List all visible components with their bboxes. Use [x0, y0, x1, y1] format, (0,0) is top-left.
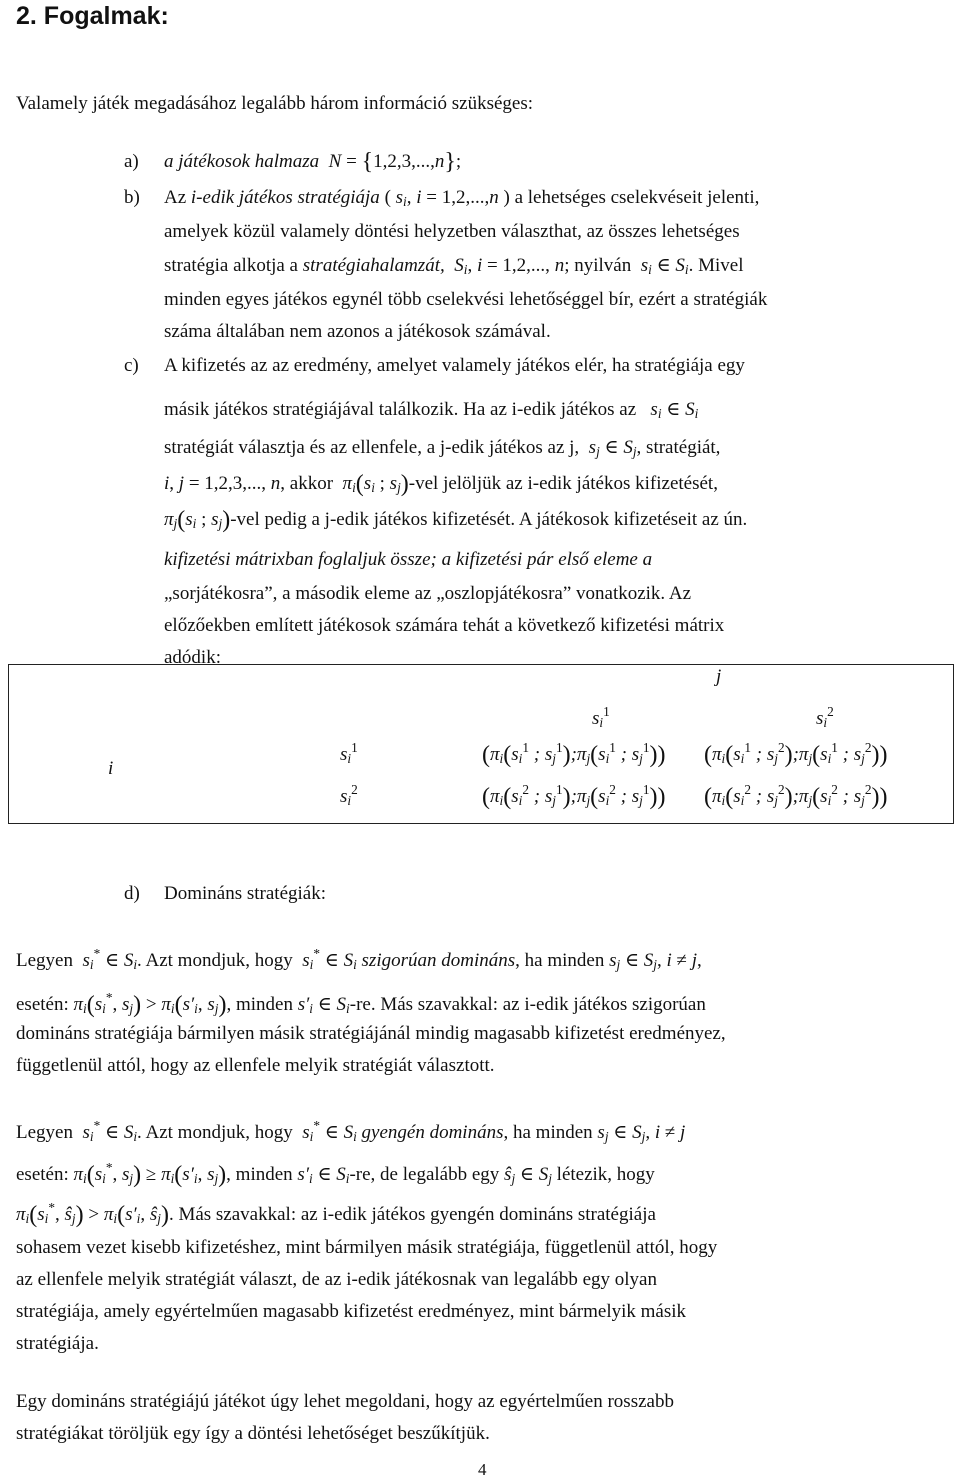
- matrix-row-player: i: [108, 758, 114, 779]
- item-b-lead: Az: [164, 187, 187, 208]
- matrix-col-header-2: $s_i^2$: [816, 704, 834, 730]
- item-c-line8: előzőekben említett játékosok számára tehát a következő kifizetési mátrix: [164, 615, 725, 636]
- matrix-col-player: j: [716, 666, 722, 687]
- strict-term: szigorúan domináns: [361, 950, 516, 971]
- matrix-row-header-2: $s_i^2$: [340, 782, 358, 808]
- item-c-line6: kifizetési mátrixban foglaljuk össze; a kifizetési pár első eleme a: [164, 549, 653, 570]
- strict-rest: , ha minden: [515, 950, 605, 971]
- item-b-rest1: a lehetséges cselekvéseit jelenti,: [514, 187, 760, 208]
- item-c-line5a: -vel pedig a j-edik játékos kifizetését. A játékosok kifizetéseit az ún.: [230, 509, 748, 530]
- item-a-text: a játékosok halmaza: [164, 151, 320, 172]
- item-a-formula: N = {1,2,3,...,n};: [328, 149, 462, 175]
- weak-line5: az ellenfele melyik stratégiát választ, de az i-edik játékosnak van legalább egy olyan: [16, 1269, 657, 1290]
- item-a-label: a): [124, 151, 139, 172]
- matrix-cell-1-2: ($\pi_i(s_i^1$ ; $s_j^2);\pi_j(s_i^1$ ; $s_j^2$)): [704, 740, 888, 768]
- strict-eseten: esetén:: [16, 994, 69, 1015]
- intro-paragraph: Valamely játék megadásához legalább három információ szükséges:: [16, 93, 534, 114]
- item-c-line3b: , stratégiát,: [636, 437, 721, 458]
- matrix-cell-2-1: ($\pi_i(s_i^2$ ; $s_j^1);\pi_j(s_i^2$ ; $s_j^1$)): [482, 782, 666, 810]
- item-a: [164, 146, 461, 178]
- item-c-line1: A kifizetés az az eredmény, amelyet valamely játékos elér, ha stratégiája egy: [164, 355, 745, 376]
- matrix-col-header-1: $s_i^1$: [592, 704, 610, 730]
- weak-line7: stratégiája.: [16, 1333, 99, 1354]
- item-d-text: Domináns stratégiák:: [164, 883, 326, 904]
- item-c-line4: i, j = 1,2,3,..., n, akkor $\pi_i(s_i$ ; $s_j$)-vel jelöljük az i-edik játékos kifizetését,: [164, 471, 718, 497]
- section-title: 2. Fogalmak:: [16, 2, 169, 30]
- item-c-line3-text: stratégiát választja és az ellenfele, a j-edik játékos az j,: [164, 437, 580, 458]
- closing-line2: stratégiákat töröljük egy így a döntési lehetőséget beszűkítjük.: [16, 1423, 490, 1444]
- item-c-label: c): [124, 355, 139, 376]
- item-b-line3c: . Mivel: [688, 255, 744, 276]
- item-c-line9: adódik:: [164, 647, 221, 668]
- page-number: 4: [478, 1460, 487, 1479]
- strict-line3: domináns stratégiája bármilyen másik stratégiájánál mindig magasabb kifizetést eredményez,: [16, 1023, 726, 1044]
- weak-mid: . Azt mondjuk, hogy: [137, 1122, 293, 1143]
- item-c-line7: „sorjátékosra”, a második eleme az „oszlopjátékosra” vonatkozik. Az: [164, 583, 692, 604]
- strict-line4: függetlenül attól, hogy az ellenfele melyik stratégiát választott.: [16, 1055, 495, 1076]
- strict-minden: , minden: [226, 994, 293, 1015]
- matrix-cell-2-2: ($\pi_i(s_i^2$ ; $s_j^2);\pi_j(s_i^2$ ; $s_j^2$)): [704, 782, 888, 810]
- weak-rest: , ha minden: [503, 1122, 593, 1143]
- weak-line2: esetén: $\pi_i(s_i^*$, $s_j) \ge \pi_i(s'_i$, $s_j$), minden $s'_i$ ∈ $S_i-re$, de legalább egy $ŝ_j$ ∈ $S_j$ létezik, hogy: [16, 1160, 655, 1188]
- item-b-line5: száma általában nem azonos a játékosok számával.: [164, 321, 551, 342]
- weak-eseten: esetén:: [16, 1164, 69, 1185]
- item-b-line1: Az i-edik játékos stratégiája ( $s_i$, i = 1,2,...,n ) a lehetséges cselekvéseit jelenti,: [164, 187, 760, 209]
- strict-line2: esetén: $\pi_i(s_i^*$, $s_j) > \pi_i(s'_i$, $s_j$), minden $s'_i$ ∈ $S_i-re$. Más szavakkal: az i-edik játékos szigorúan: [16, 990, 706, 1018]
- weak-term: gyengén domináns: [361, 1122, 504, 1143]
- strict-lead: Legyen: [16, 950, 73, 971]
- item-d-label: d): [124, 883, 140, 904]
- closing-line1: Egy domináns stratégiájú játékot úgy lehet megoldani, hogy az egyértelműen rosszabb: [16, 1391, 674, 1412]
- strict-mid: . Azt mondjuk, hogy: [137, 950, 293, 971]
- weak-line6: stratégiája, amely egyértelműen magasabb kifizetést eredményez, mint bármelyik másik: [16, 1301, 687, 1322]
- matrix-row-header-1: $s_i^1$: [340, 740, 358, 766]
- weak-line3-text: . Más szavakkal: az i-edik játékos gyengén domináns stratégiája: [168, 1204, 656, 1225]
- weak-letezik: létezik, hogy: [556, 1164, 655, 1185]
- weak-lead: Legyen: [16, 1122, 73, 1143]
- item-c-line2: másik játékos stratégiájával találkozik. Ha az i-edik játékos az $s_i$ ∈ $S_i$: [164, 399, 699, 421]
- matrix-cell-1-1: ($\pi_i(s_i^1$ ; $s_j^1);\pi_j(s_i^1$ ; $s_j^1$)): [482, 740, 666, 768]
- item-c-line4b: -vel jelöljük az i-edik játékos kifizetését,: [408, 473, 718, 494]
- item-b-label: b): [124, 187, 140, 208]
- weak-line4: sohasem vezet kisebb kifizetéshez, mint bármilyen másik stratégiája, függetlenül attól, hogy: [16, 1237, 718, 1258]
- weak-line1: Legyen $s_i^*$ ∈ $S_i$. Azt mondjuk, hogy $s_i^*$ ∈ $S_i$ gyengén domináns, ha minden $s_j$ ∈ $S_j$, i ≠ j: [16, 1118, 686, 1144]
- item-c-line5: $\pi_j(s_i$ ; $s_j$)-vel pedig a j-edik játékos kifizetését. A játékosok kifizetéseit az ún.: [164, 507, 748, 533]
- weak-minden: , minden: [226, 1164, 293, 1185]
- weak-re: -re, de legalább egy: [349, 1164, 500, 1185]
- item-c-line4a: , akkor: [280, 473, 334, 494]
- strict-line1: Legyen $s_i^*$ ∈ $S_i$. Azt mondjuk, hogy $s_i^*$ ∈ $S_i$ szigorúan domináns, ha minden $s_j$ ∈ $S_j$, i ≠ j,: [16, 946, 702, 972]
- item-b-term: i-edik játékos stratégiája: [190, 187, 380, 208]
- item-c-line2-text: másik játékos stratégiájával találkozik. Ha az i-edik játékos az: [164, 399, 637, 420]
- item-b-line2: amelyek közül valamely döntési helyzetben választhat, az összes lehetséges: [164, 221, 740, 242]
- item-b-line4: minden egyes játékos egynél több cselekvési lehetőséggel bír, ezért a stratégiák: [164, 289, 768, 310]
- weak-line3: $\pi_i(s_i^*$, $ŝ_j) > \pi_i(s'_i$, $ŝ_j$). Más szavakkal: az i-edik játékos gyengén domináns stratégiája: [16, 1200, 656, 1228]
- item-b-line3: stratégia alkotja a stratégiahalamzát, $S_i$, i = 1,2,..., n; nyilván $s_i$ ∈ $S_i$. Mivel: [164, 255, 744, 277]
- item-b-line3a: stratégia alkotja a: [164, 255, 298, 276]
- item-c-line3: stratégiát választja és az ellenfele, a j-edik játékos az j, $s_j$ ∈ $S_j$, stratégiát,: [164, 437, 721, 459]
- item-b-line3b: ; nyilván: [564, 255, 632, 276]
- strict-re: -re. Más szavakkal: az i-edik játékos szigorúan: [349, 994, 706, 1015]
- item-b-line3-term: stratégiahalamzát,: [302, 255, 445, 276]
